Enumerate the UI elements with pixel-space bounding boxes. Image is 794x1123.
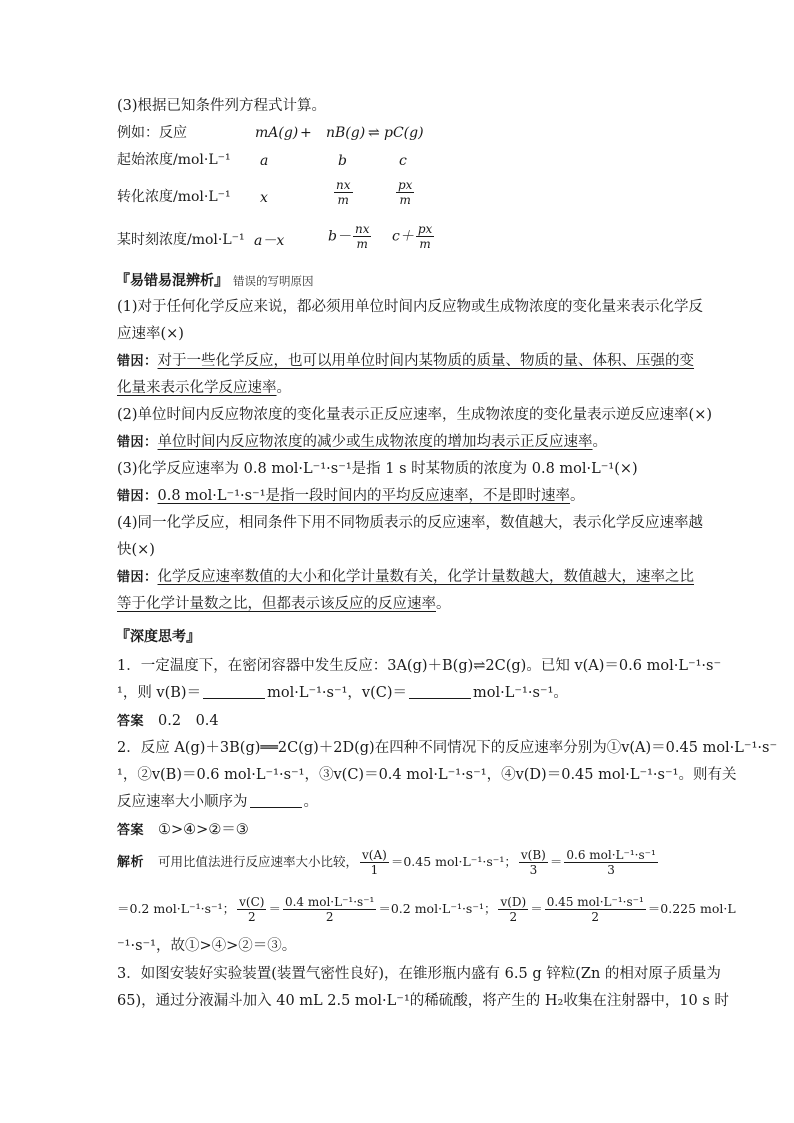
eq-b: nB(g) <box>326 125 366 141</box>
row1-label: 起始浓度/mol·L⁻¹ <box>117 152 231 168</box>
item4-line1: (4)同一化学反应，相同条件下用不同物质表示的反应速率，数值越大，表示化学反应速率越 <box>117 515 704 531</box>
item2-reason: 错因：单位时间内反应物浓度的减少或生成物浓度的增加均表示正反应速率。 <box>117 434 608 450</box>
row2-c-frac: $\frac{px}{m}$ <box>398 178 413 207</box>
row1-b: b <box>338 153 347 169</box>
row3-b: b－ $\frac{nx}{m}$ <box>328 222 370 251</box>
item3-reason: 错因：0.8 mol·L⁻¹·s⁻¹是指一段时间内的平均反应速率，不是即时速率。 <box>117 488 585 504</box>
item4-reason2: 等于化学计量数之比，但都表示该反应的反应速率。 <box>117 596 451 612</box>
section-error-analysis: 『易错易混辨析』 错误的写明原因 <box>115 271 314 289</box>
item1-line2: 应速率(×) <box>117 326 184 342</box>
section-deep-thinking: 『深度思考』 <box>115 627 202 645</box>
item1-reason2: 化量来表示化学反应速率。 <box>117 380 291 396</box>
item3-line1: (3)化学反应速率为 0.8 mol·L⁻¹·s⁻¹是指 1 s 时某物质的浓度为 0.8 mol·L⁻¹(×) <box>117 461 638 477</box>
row1-a: a <box>260 153 269 169</box>
q2-line2: ¹，②v(B)＝0.6 mol·L⁻¹·s⁻¹，③v(C)＝0.4 mol·L⁻¹·s⁻¹，④v(D)＝0.45 mol·L⁻¹·s⁻¹。则有关 <box>117 767 737 783</box>
q2-analysis-line3: ⁻¹·s⁻¹，故①>④>②＝③。 <box>117 938 297 954</box>
q2-analysis-line1: 解析 可用比值法进行反应速率大小比较， $\frac{v(A)}{1}$ ＝0.45 mol·L⁻¹·s⁻¹； $\frac{v(B)}{3}$ ＝ $\frac{\text{0.6 mol·L⁻¹·s⁻¹}}{3}$ <box>117 848 656 877</box>
q1-blank2[interactable] <box>409 684 471 699</box>
row2-a: x <box>260 190 268 206</box>
q3-line2: 65)，通过分液漏斗加入 40 mL 2.5 mol·L⁻¹的稀硫酸，将产生的 H₂收集在注射器中，10 s 时 <box>117 993 729 1009</box>
q2-line3: 反应速率大小顺序为 。 <box>117 794 318 810</box>
q1-line2: ¹，则 v(B)＝ mol·L⁻¹·s⁻¹，v(C)＝ mol·L⁻¹·s⁻¹。 <box>117 685 568 701</box>
q2-analysis-line2: ＝0.2 mol·L⁻¹·s⁻¹； $\frac{v(C)}{2}$ ＝ $\frac{\text{0.4 mol·L⁻¹·s⁻¹}}{2}$ ＝0.2 mol·L⁻¹·s⁻¹； $\frac{v(D)}{2}$ ＝ $\frac{\text{0.45 mol·L⁻¹·s⁻¹}}{2}$ ＝0.225 mol·L <box>117 895 736 924</box>
eq-plus: + <box>300 125 312 141</box>
q2-line1: 2．反应 A(g)＋3B(g)══2C(g)＋2D(g)在四种不同情况下的反应速率分别为①v(A)＝0.45 mol·L⁻¹·s⁻ <box>117 740 778 756</box>
q2-blank[interactable] <box>250 793 302 808</box>
row2-b-frac: $\frac{nx}{m}$ <box>336 178 351 207</box>
intro-line: (3)根据已知条件列方程式计算。 <box>117 98 327 114</box>
item1-reason1: 错因：对于一些化学反应，也可以用单位时间内某物质的质量、物质的量、体积、压强的变 <box>117 353 695 369</box>
eq-c: pC(g) <box>384 125 424 141</box>
item4-line2: 快(×) <box>117 542 155 558</box>
eq-a: mA(g) <box>255 125 299 141</box>
example-label: 例如：反应 <box>117 125 187 141</box>
row1-c: c <box>399 153 407 169</box>
item1-line1: (1)对于任何化学反应来说，都必须用单位时间内反应物或生成物浓度的变化量来表示化学反 <box>117 299 704 315</box>
eq-arrow: ⇌ <box>368 125 380 141</box>
q1-answer: 答案 0.2 0.4 <box>117 713 219 729</box>
row2-label: 转化浓度/mol·L⁻¹ <box>117 189 231 205</box>
q2-answer: 答案 ①>④>②＝③ <box>117 822 249 838</box>
item4-reason1: 错因：化学反应速率数值的大小和化学计量数有关，化学计量数越大，数值越大，速率之比 <box>117 569 695 585</box>
row3-a: a－x <box>254 233 285 249</box>
row3-label: 某时刻浓度/mol·L⁻¹ <box>117 232 245 248</box>
item2-line1: (2)单位时间内反应物浓度的变化量表示正反应速率，生成物浓度的变化量表示逆反应速率(×) <box>117 407 712 423</box>
q1-blank1[interactable] <box>203 684 265 699</box>
row3-c: c＋ $\frac{px}{m}$ <box>392 222 433 251</box>
q3-line1: 3．如图安装好实验装置(装置气密性良好)，在锥形瓶内盛有 6.5 g 锌粒(Zn 的相对原子质量为 <box>117 966 721 982</box>
q1-line1: 1．一定温度下，在密闭容器中发生反应：3A(g)＋B(g)⇌2C(g)。已知 v(A)＝0.6 mol·L⁻¹·s⁻ <box>117 658 722 674</box>
